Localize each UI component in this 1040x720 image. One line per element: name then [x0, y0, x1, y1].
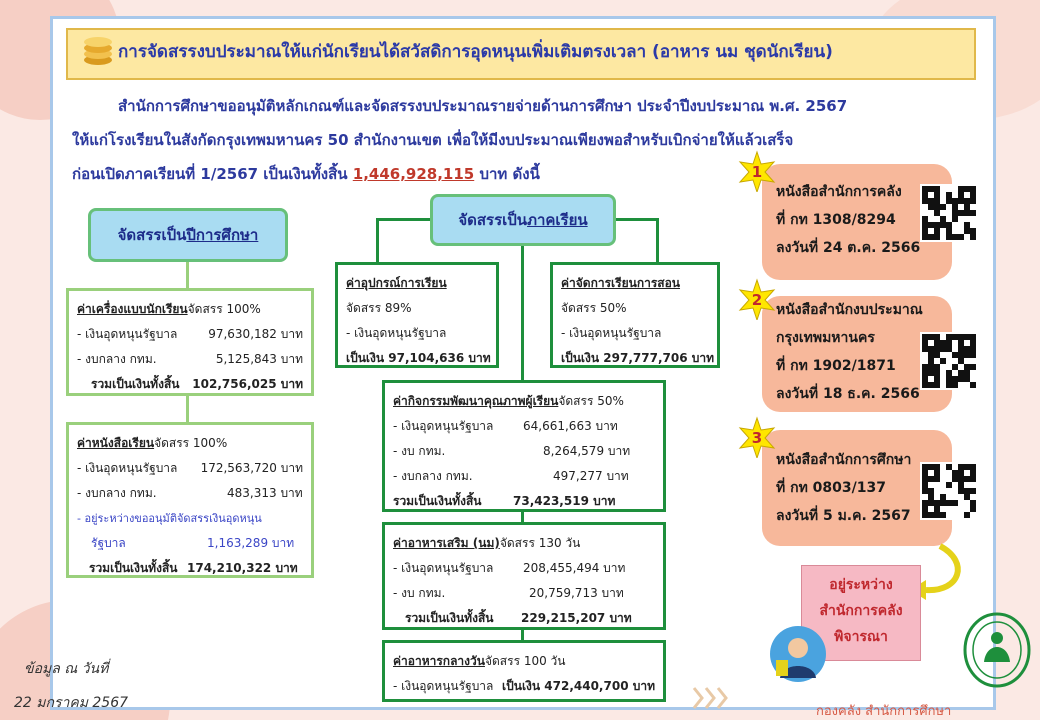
officer-avatar-icon [768, 624, 828, 684]
svg-text:3: 3 [751, 429, 763, 447]
uniform-box: ค่าเครื่องแบบนักเรียน จัดสรร 100% - เงินอุดหนุนรัฐบาล 97,630,182 บาท - งบกลาง กทม. 5,125,843 บาท รวมเป็นเงินทั้งสิ้น 102,756,025 บาท [66, 288, 314, 396]
qr-code-icon [920, 184, 978, 242]
qr-code-icon [920, 462, 978, 520]
data-date-label: ข้อมูล ณ วันที่ [24, 661, 109, 677]
ref-card-3: หนังสือสำนักการศึกษา ที่ กท 0803/137 ลงวันที่ 5 ม.ค. 2567 [762, 430, 952, 546]
activity-box: ค่ากิจกรรมพัฒนาคุณภาพผู้เรียน จัดสรร 50% - เงินอุดหนุนรัฐบาล 64,661,663 บาท - งบ กทม. 8,264,579 บาท - งบกลาง กทม. 497,277 บาท รวมเป็นเงินทั้งสิ้น 73,423,519 บาท [382, 380, 666, 512]
svg-text:1: 1 [751, 163, 763, 181]
number-badge-2 [736, 278, 778, 320]
equipment-box: ค่าอุปกรณ์การเรียน จัดสรร 89% - เงินอุดหนุนรัฐบาล เป็นเงิน 97,104,636 บาท [335, 262, 499, 368]
data-date-value: 22 มกราคม 2567 [14, 695, 129, 711]
milk-box: ค่าอาหารเสริม (นม) จัดสรร 130 วัน - เงินอุดหนุนรัฐบาล 208,455,494 บาท - งบ กทม. 20,759,713 บาท รวมเป็นเงินทั้งสิ้น 229,215,207 บาท [382, 522, 666, 630]
number-badge-3 [736, 416, 778, 458]
lunch-box: ค่าอาหารกลางวัน จัดสรร 100 วัน - เงินอุดหนุนรัฐบาล เป็นเงิน 472,440,700 บาท [382, 640, 666, 702]
intro-line-3: ก่อนเปิดภาคเรียนที่ 1/2567 เป็นเงินทั้งสิ้น 1,446,928,115 บาท ดังนี้ [72, 165, 540, 183]
page-title: การจัดสรรงบประมาณให้แก่นักเรียนได้สวัสดิการอุดหนุนเพิ่มเติมตรงเวลา (อาหาร นม ชุดนักเรียน) [118, 42, 833, 62]
total-amount: 1,446,928,115 [352, 165, 475, 183]
ref-card-1: หนังสือสำนักการคลัง ที่ กท 1308/8294 ลงวันที่ 24 ต.ค. 2566 [762, 164, 952, 280]
qr-code-icon [920, 332, 978, 390]
emblem-logo-icon [962, 612, 1032, 688]
intro-line-2: ให้แก่โรงเรียนในสังกัดกรุงเทพมหานคร 50 สำนักงานเขต เพื่อให้มีงบประมาณเพียงพอสำหรับเบิกจ่ายให้แล้วเสร็จ [72, 131, 794, 149]
teaching-box: ค่าจัดการเรียนการสอน จัดสรร 50% - เงินอุดหนุนรัฐบาล เป็นเงิน 297,777,706 บาท [550, 262, 720, 368]
books-box: ค่าหนังสือเรียน จัดสรร 100% - เงินอุดหนุนรัฐบาล 172,563,720 บาท - งบกลาง กทม. 483,313 บาท - อยู่ระหว่างขออนุมัติจัดสรรเงินอุดหนุน รัฐบาล 1,163,289 บาท รวมเป็นเงินทั้งสิ้น 174,210,322 บาท [66, 422, 314, 578]
footer-org: กองคลัง สำนักการศึกษา [816, 704, 952, 719]
intro-line-1: สำนักการศึกษาขออนุมัติหลักเกณฑ์และจัดสรรงบประมาณรายจ่ายด้านการศึกษา ประจำปีงบประมาณ พ.ศ. 2567 [118, 97, 848, 115]
number-badge-1 [736, 150, 778, 192]
coins-icon [80, 34, 116, 70]
decorative-chevrons [690, 684, 750, 714]
semester-head: จัดสรรเป็น ภาคเรียน [430, 194, 616, 246]
pending-box: อยู่ระหว่าง สำนักการคลัง พิจารณา [801, 565, 921, 661]
svg-text:2: 2 [751, 291, 763, 309]
ref-card-2: หนังสือสำนักงบประมาณ กรุงเทพมหานคร ที่ กท 1902/1871 ลงวันที่ 18 ธ.ค. 2566 [762, 296, 952, 412]
academic-year-head: จัดสรรเป็น ปีการศึกษา [88, 208, 288, 262]
